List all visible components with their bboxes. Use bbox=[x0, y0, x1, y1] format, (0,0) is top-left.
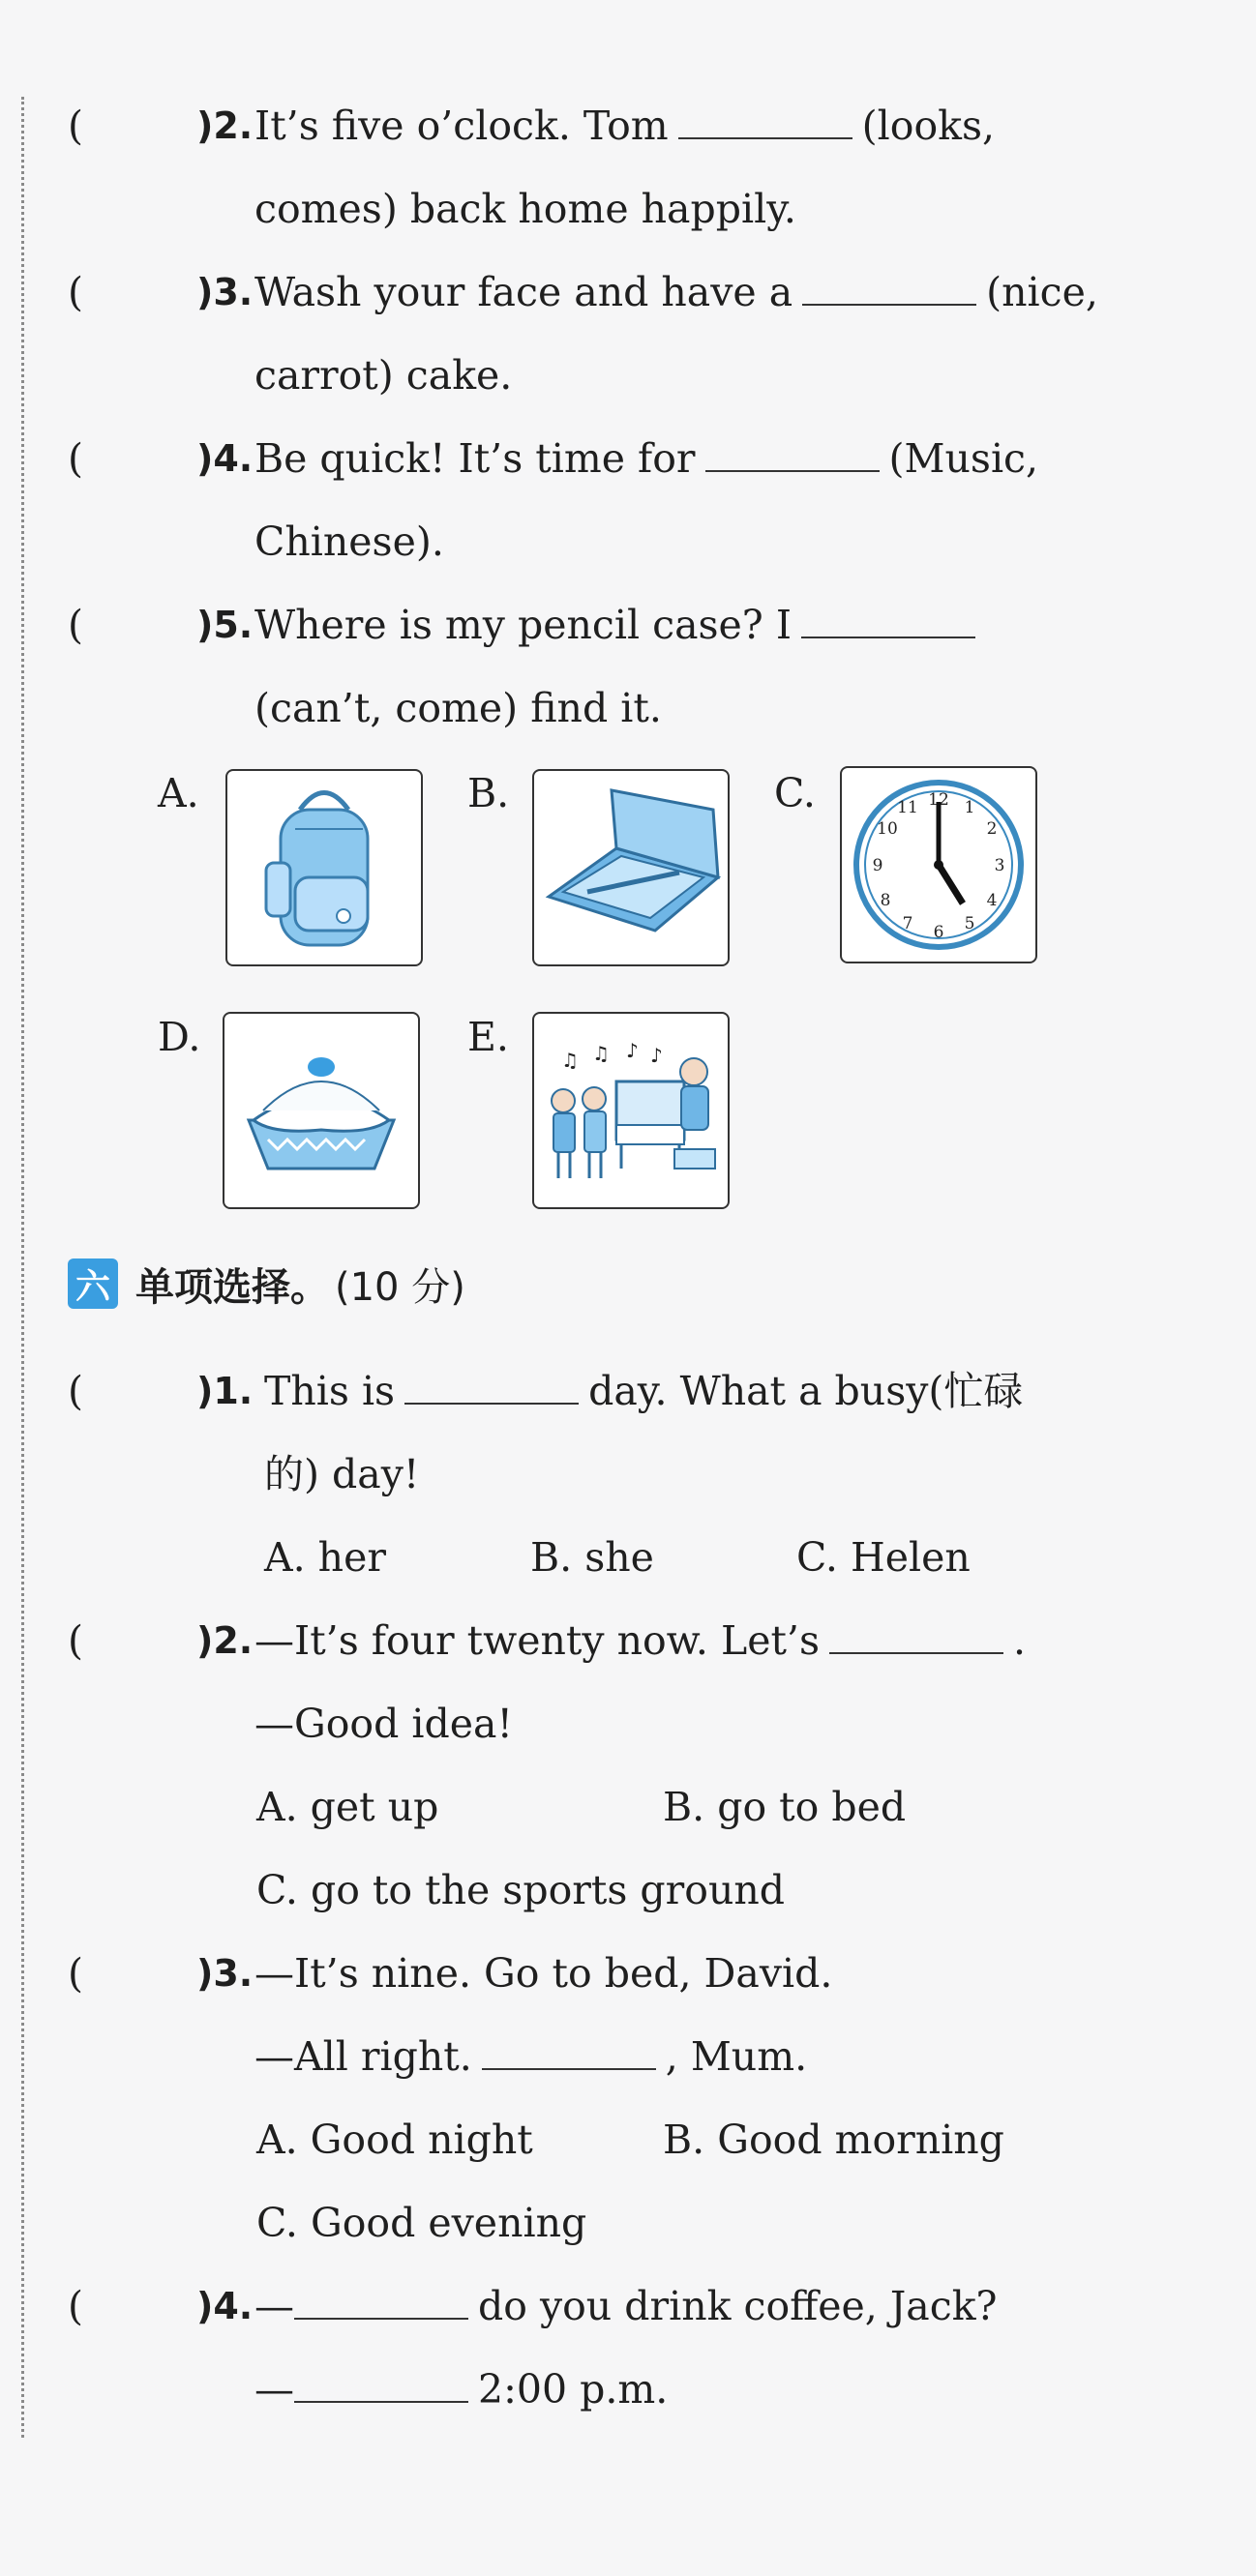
question-number: )1. bbox=[196, 1370, 254, 1412]
svg-text:♫: ♫ bbox=[561, 1049, 579, 1072]
pencil-case-icon bbox=[532, 769, 730, 966]
cake-icon bbox=[223, 1012, 420, 1209]
answer-paren-open: ( bbox=[68, 1617, 83, 1664]
svg-text:6: 6 bbox=[933, 923, 944, 942]
image-label-c: C. bbox=[774, 770, 816, 816]
question-choices: (nice, bbox=[986, 269, 1098, 315]
image-label-a: A. bbox=[158, 770, 199, 816]
svg-text:2: 2 bbox=[986, 819, 998, 839]
question-number: )3. bbox=[196, 1952, 254, 1995]
option-c[interactable]: C. go to the sports ground bbox=[256, 1867, 786, 1913]
option-a[interactable]: A. her bbox=[264, 1534, 386, 1581]
option-b[interactable]: B. she bbox=[530, 1534, 654, 1581]
section-score: (10 分) bbox=[335, 1264, 465, 1310]
dash: — bbox=[254, 2366, 294, 2413]
question-choices: (looks, bbox=[861, 103, 996, 149]
question-text: Be quick! It’s time for bbox=[254, 435, 696, 482]
answer-paren-open: ( bbox=[68, 269, 83, 315]
s5-question-5 bbox=[0, 596, 1256, 679]
answer-blank[interactable] bbox=[801, 602, 975, 638]
svg-text:12: 12 bbox=[928, 790, 949, 810]
question-text: do you drink coffee, Jack? bbox=[478, 2283, 998, 2329]
s6-question-4 bbox=[0, 2277, 1256, 2360]
answer-blank[interactable] bbox=[802, 269, 976, 306]
svg-text:♪: ♪ bbox=[650, 1044, 663, 1067]
question-number: )4. bbox=[196, 2285, 254, 2327]
answer-blank[interactable] bbox=[705, 435, 880, 472]
option-b[interactable]: B. go to bed bbox=[663, 1784, 907, 1830]
question-text-cont: carrot) cake. bbox=[254, 352, 513, 399]
answer-paren-open: ( bbox=[68, 602, 83, 648]
question-number: )4. bbox=[196, 437, 254, 480]
section-number-badge: 六 bbox=[68, 1258, 118, 1309]
question-text: —It’s nine. Go to bed, David. bbox=[254, 1950, 833, 1997]
dialog-reply: —All right. bbox=[254, 2033, 472, 2080]
svg-text:8: 8 bbox=[880, 891, 891, 910]
dialog-reply-end: , Mum. bbox=[665, 2033, 808, 2080]
question-text-cont: (can’t, come) find it. bbox=[254, 685, 662, 731]
question-text: It’s five o’clock. Tom bbox=[254, 103, 669, 149]
s6-question-2 bbox=[0, 1612, 1256, 1695]
question-text: Wash your face and have a bbox=[254, 269, 793, 315]
image-label-d: D. bbox=[158, 1014, 201, 1060]
option-c[interactable]: C. Helen bbox=[796, 1534, 971, 1581]
answer-blank[interactable] bbox=[829, 1617, 1003, 1654]
music-class-icon bbox=[532, 1012, 730, 1209]
question-number: )3. bbox=[196, 271, 254, 313]
option-c[interactable]: C. Good evening bbox=[256, 2200, 587, 2246]
s5-question-2 bbox=[0, 97, 1256, 180]
s5-question-3 bbox=[0, 263, 1256, 346]
svg-text:9: 9 bbox=[872, 856, 883, 875]
answer-blank[interactable] bbox=[678, 103, 852, 139]
clock-icon bbox=[840, 766, 1037, 963]
question-text-cont: comes) back home happily. bbox=[254, 186, 796, 232]
section-header bbox=[68, 1255, 465, 1313]
answer-paren-open: ( bbox=[68, 435, 83, 482]
answer-blank[interactable] bbox=[294, 2283, 468, 2320]
svg-text:4: 4 bbox=[986, 891, 998, 910]
backpack-icon bbox=[225, 769, 423, 966]
question-text-end: day. What a busy(忙碌 bbox=[588, 1368, 1024, 1414]
question-number: )2. bbox=[196, 1619, 254, 1662]
answer-blank[interactable] bbox=[404, 1368, 579, 1405]
image-label-b: B. bbox=[467, 770, 510, 816]
image-label-e: E. bbox=[467, 1014, 509, 1060]
svg-text:5: 5 bbox=[964, 914, 975, 933]
answer-paren-open: ( bbox=[68, 1950, 83, 1997]
option-a[interactable]: A. get up bbox=[256, 1784, 439, 1830]
question-text: Where is my pencil case? I bbox=[254, 602, 792, 648]
answer-blank[interactable] bbox=[482, 2033, 656, 2070]
s6-question-1 bbox=[0, 1362, 1256, 1445]
question-text: —It’s four twenty now. Let’s bbox=[254, 1617, 821, 1664]
s6-question-3 bbox=[0, 1944, 1256, 2028]
svg-text:10: 10 bbox=[877, 819, 898, 839]
svg-text:♪: ♪ bbox=[626, 1039, 639, 1062]
dialog-reply-end: 2:00 p.m. bbox=[478, 2366, 669, 2413]
svg-text:♫: ♫ bbox=[592, 1042, 610, 1065]
answer-paren-open: ( bbox=[68, 103, 83, 149]
s5-question-4 bbox=[0, 429, 1256, 513]
option-b[interactable]: B. Good morning bbox=[663, 2117, 1004, 2163]
svg-text:7: 7 bbox=[902, 914, 913, 933]
section-title: 单项选择。 bbox=[135, 1264, 329, 1310]
svg-text:11: 11 bbox=[897, 798, 918, 817]
question-text-cont: 的) day! bbox=[264, 1451, 420, 1497]
svg-text:1: 1 bbox=[964, 798, 975, 817]
question-number: )2. bbox=[196, 104, 254, 147]
dash: — bbox=[254, 2283, 294, 2329]
answer-paren-open: ( bbox=[68, 1368, 83, 1414]
answer-paren-open: ( bbox=[68, 2283, 83, 2329]
option-a[interactable]: A. Good night bbox=[256, 2117, 533, 2163]
question-text-end: . bbox=[1013, 1617, 1027, 1664]
svg-text:3: 3 bbox=[994, 856, 1005, 875]
question-text: This is bbox=[264, 1368, 396, 1414]
question-text-cont: Chinese). bbox=[254, 518, 444, 565]
question-choices: (Music, bbox=[888, 435, 1039, 482]
question-number: )5. bbox=[196, 604, 254, 646]
dialog-reply: —Good idea! bbox=[254, 1701, 513, 1747]
answer-blank[interactable] bbox=[294, 2366, 468, 2403]
